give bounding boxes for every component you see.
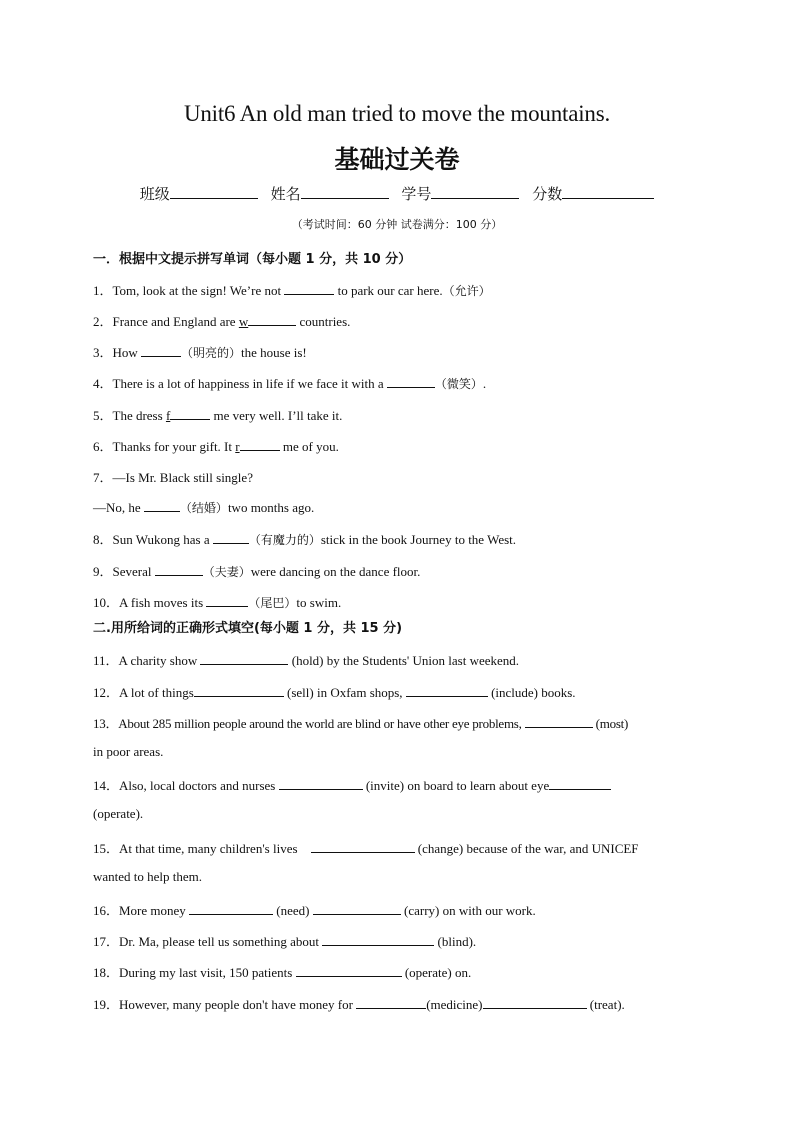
- answer-blank-19a[interactable]: [356, 995, 426, 1009]
- answer-blank-1[interactable]: [284, 281, 334, 295]
- question-7-line-2: —No, he （结婚）two months ago.: [93, 500, 315, 515]
- answer-blank-14b[interactable]: [549, 776, 611, 790]
- answer-blank-17[interactable]: [322, 932, 434, 946]
- question-15-cont: wanted to help them.: [93, 869, 203, 884]
- question-5: 5．The dress f me very well. I’ll take it.: [93, 408, 343, 423]
- question-6: 6．Thanks for your gift. It r me of you.: [93, 439, 339, 454]
- question-14: 14．Also, local doctors and nurses (invite) on board to learn about eye: [93, 775, 611, 794]
- title-chinese: 基础过关卷: [334, 145, 460, 174]
- question-19: 19．However, many people don't have money for (medicine) (treat).: [93, 997, 625, 1012]
- answer-blank-16a[interactable]: [189, 901, 273, 915]
- question-4: 4．There is a lot of happiness in life if we face it with a （微笑）.: [93, 376, 487, 391]
- score-field[interactable]: 分数: [532, 183, 654, 204]
- question-3: 3．How （明亮的）the house is!: [93, 345, 307, 360]
- question-14-cont: (operate).: [93, 806, 144, 821]
- question-8: 8．Sun Wukong has a （有魔力的）stick in the book Journey to the West.: [93, 532, 517, 547]
- section-1-heading: 一．根据中文提示拼写单词（每小题 1 分，共 10 分）: [93, 252, 412, 267]
- answer-blank-5[interactable]: [170, 406, 210, 420]
- title-english: Unit6 An old man tried to move the mountains.: [183, 101, 611, 126]
- question-17: 17．Dr. Ma, please tell us something about (blind).: [93, 934, 477, 949]
- question-13-cont: in poor areas.: [93, 744, 164, 759]
- class-field[interactable]: 班级: [140, 183, 258, 204]
- answer-blank-14a[interactable]: [279, 776, 363, 790]
- answer-blank-18[interactable]: [296, 963, 402, 977]
- question-13: 13．About 285 million people around the world are blind or have other eye problems, (most): [93, 716, 629, 731]
- exam-info: （考试时间：60 分钟 试卷满分：100 分）: [291, 218, 503, 231]
- question-11: 11．A charity show (hold) by the Students' Union last weekend.: [93, 653, 520, 668]
- answer-blank-16b[interactable]: [313, 901, 401, 915]
- question-2: 2．France and England are w countries.: [93, 314, 351, 329]
- answer-blank-3[interactable]: [141, 343, 181, 357]
- question-12: 12．A lot of things (sell) in Oxfam shops, (include) books.: [93, 685, 576, 700]
- answer-blank-15[interactable]: [311, 839, 415, 853]
- answer-blank-2[interactable]: [248, 312, 296, 326]
- question-15: 15．At that time, many children's lives (change) because of the war, and UNICEF: [93, 841, 639, 856]
- answer-blank-6[interactable]: [240, 437, 280, 451]
- question-16: 16．More money (need) (carry) on with our work.: [93, 903, 536, 918]
- question-9: 9．Several （夫妻）were dancing on the dance floor.: [93, 564, 421, 579]
- question-7-line-1: 7．—Is Mr. Black still single?: [93, 470, 253, 485]
- answer-blank-7[interactable]: [144, 498, 180, 512]
- question-1: 1．Tom, look at the sign! We’re not to park our car here.（允许）: [93, 283, 491, 298]
- question-18: 18．During my last visit, 150 patients (operate) on.: [93, 965, 472, 980]
- answer-blank-9[interactable]: [155, 562, 203, 576]
- answer-blank-8[interactable]: [213, 530, 249, 544]
- answer-blank-19b[interactable]: [483, 995, 587, 1009]
- student-info-row: [0, 183, 794, 204]
- answer-blank-12a[interactable]: [194, 683, 284, 697]
- answer-blank-12b[interactable]: [406, 683, 488, 697]
- name-field[interactable]: 姓名: [271, 183, 389, 204]
- answer-blank-4[interactable]: [387, 374, 435, 388]
- answer-blank-10[interactable]: [206, 593, 248, 607]
- student-id-field[interactable]: 学号: [401, 183, 519, 204]
- answer-blank-13[interactable]: [525, 714, 593, 728]
- answer-blank-11[interactable]: [200, 651, 288, 665]
- section-2-heading: 二.用所给词的正确形式填空(每小题 1 分，共 15 分): [93, 621, 403, 636]
- question-10: 10．A fish moves its （尾巴）to swim.: [93, 595, 342, 610]
